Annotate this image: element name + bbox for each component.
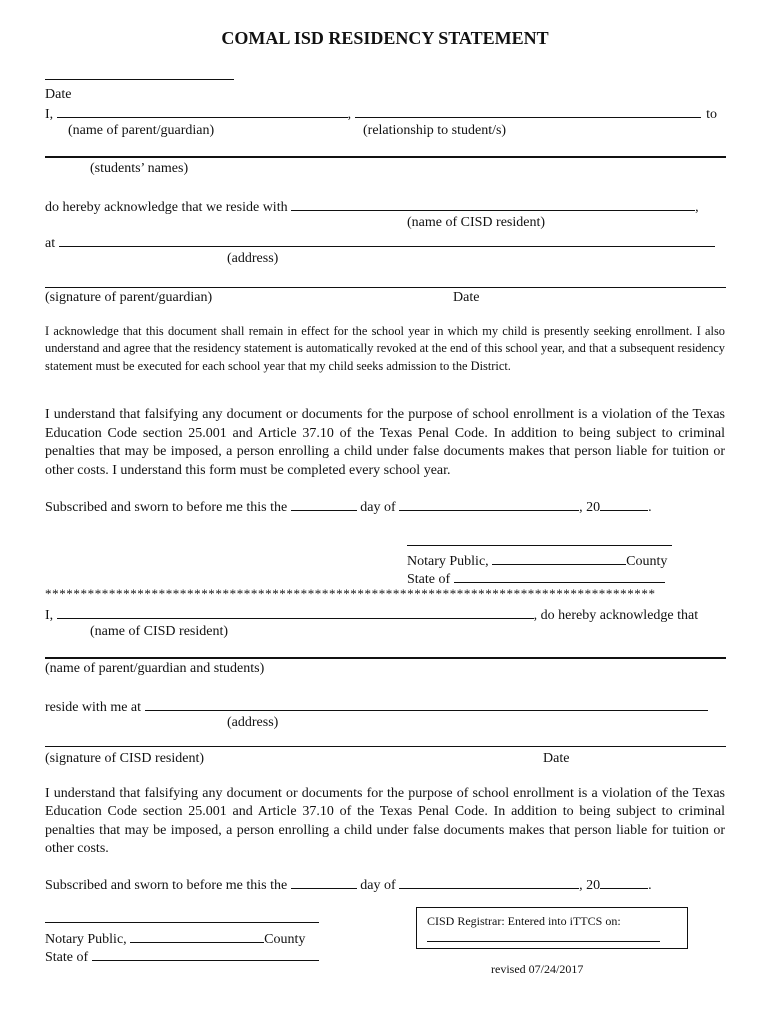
sworn-row-2 [45,875,652,894]
i-prefix-2: I, [45,608,54,623]
sworn-year-field-2[interactable] [600,875,648,889]
notary-prefix-2: Notary Public, [45,932,127,947]
resident-name-field[interactable] [291,197,695,211]
county-label-2: County [264,932,306,947]
notary-signature-line-2[interactable] [45,922,319,923]
reside-address-field[interactable] [145,697,708,711]
acknowledge-prefix: do hereby acknowledge that we reside with [45,200,288,215]
registrar-box [416,907,688,949]
signature-date-label: Date [453,290,480,305]
signature-caption: (signature of parent/guardian) [45,290,213,305]
county-label: County [626,554,668,569]
resident-signature-caption: (signature of CISD resident) [45,751,205,766]
parent-name-field[interactable] [57,104,348,118]
sworn-day-label: day of [360,500,396,515]
address-field[interactable] [59,233,715,247]
notary-prefix: Notary Public, [407,554,489,569]
registrar-entry-line[interactable] [427,941,660,942]
signature-line[interactable] [45,287,726,288]
relationship-caption: (relationship to student/s) [363,123,507,138]
sworn-month-field-2[interactable] [399,875,579,889]
comma: , [347,107,352,122]
notary-county-field-2[interactable] [130,929,264,943]
parent-students-line[interactable] [45,657,726,659]
revised-date: revised 07/24/2017 [491,962,584,976]
to-label: to [706,107,718,122]
acknowledge-suffix: , do hereby acknowledge that [533,608,699,623]
state-field[interactable] [454,569,665,583]
registrar-label: CISD Registrar: Entered into iTTCS on: [427,914,621,928]
resident-row: do hereby acknowledge that we reside with , [45,197,699,216]
notary-signature-line-1[interactable] [407,545,672,546]
date-line[interactable] [45,79,234,80]
sworn-end-2: . [648,878,652,893]
falsify-text-1: I understand that falsifying any document or documents for the purpose of school enrollment is a violation of the Texas Education Code section 25.001 and Article 37.10 of the Texas Penal Code. In addition to being subject to criminal penalties that may be imposed, a person enrolling a child under false documents makes that person liable for tuition or other costs. I understand this form must be completed every school year. [45,407,725,478]
sworn-end: . [648,500,652,515]
sworn-day-field-2[interactable] [291,875,357,889]
sworn-month-field[interactable] [399,497,579,511]
parent-line-row [45,104,717,123]
acknowledge-paragraph [45,323,725,375]
sworn-prefix-2: Subscribed and sworn to before me this the [45,878,288,893]
falsify-text-2: I understand that falsifying any document or documents for the purpose of school enrollment is a violation of the Texas Education Code section 25.001 and Article 37.10 of the Texas Penal Code. In addition to being subject to criminal penalties that may be imposed, a person enrolling a child under false documents makes that person liable for tuition or other costs. [45,786,725,856]
state-prefix: State of [407,572,451,587]
separator-stars: ************************************************************************************** [45,586,656,601]
i-prefix: I, [45,107,54,122]
notary-row-1 [407,551,667,570]
falsify-paragraph-2 [45,785,725,858]
address-caption: (address) [227,251,279,266]
resident-signature-line[interactable] [45,746,726,747]
reside-row [45,697,708,716]
resident-caption: (name of CISD resident) [407,215,546,230]
resident-signature-date: Date [543,751,570,766]
state-field-2[interactable] [92,947,319,961]
resident-name-field-2[interactable] [57,605,534,619]
date-label: Date [45,87,72,102]
resident-caption-2: (name of CISD resident) [90,624,229,639]
state-prefix-2: State of [45,950,89,965]
address-row [45,233,715,252]
students-names-line[interactable] [45,156,726,158]
address-caption-2: (address) [227,715,279,730]
reside-prefix: reside with me at [45,700,142,715]
students-caption: (students’ names) [90,161,189,176]
sworn-day-field[interactable] [291,497,357,511]
sworn-day-label-2: day of [360,878,396,893]
relationship-field[interactable] [355,104,701,118]
resident-ack-row [45,605,698,624]
parent-caption: (name of parent/guardian) [68,123,215,138]
sworn-year-label: , 20 [579,500,601,515]
at-prefix: at [45,236,56,251]
notary-county-field[interactable] [492,551,626,565]
sworn-year-field[interactable] [600,497,648,511]
sworn-prefix: Subscribed and sworn to before me this the [45,500,288,515]
parent-students-caption: (name of parent/guardian and students) [45,661,265,676]
notary-row-2 [45,929,305,948]
state-row-2 [45,947,319,966]
acknowledge-text: I acknowledge that this document shall remain in effect for the school year in which my child is presently seeking enrollment. I also understand and agree that the residency statement is automatically revoked at the end of this school year, and that a subsequent residency statement must be executed for each school year that my child seeks admission to the District. [45,324,725,373]
sworn-row-1 [45,497,652,516]
falsify-paragraph-1 [45,406,725,480]
sworn-year-label-2: , 20 [579,878,601,893]
page-title: COMAL ISD RESIDENCY STATEMENT [221,28,549,48]
